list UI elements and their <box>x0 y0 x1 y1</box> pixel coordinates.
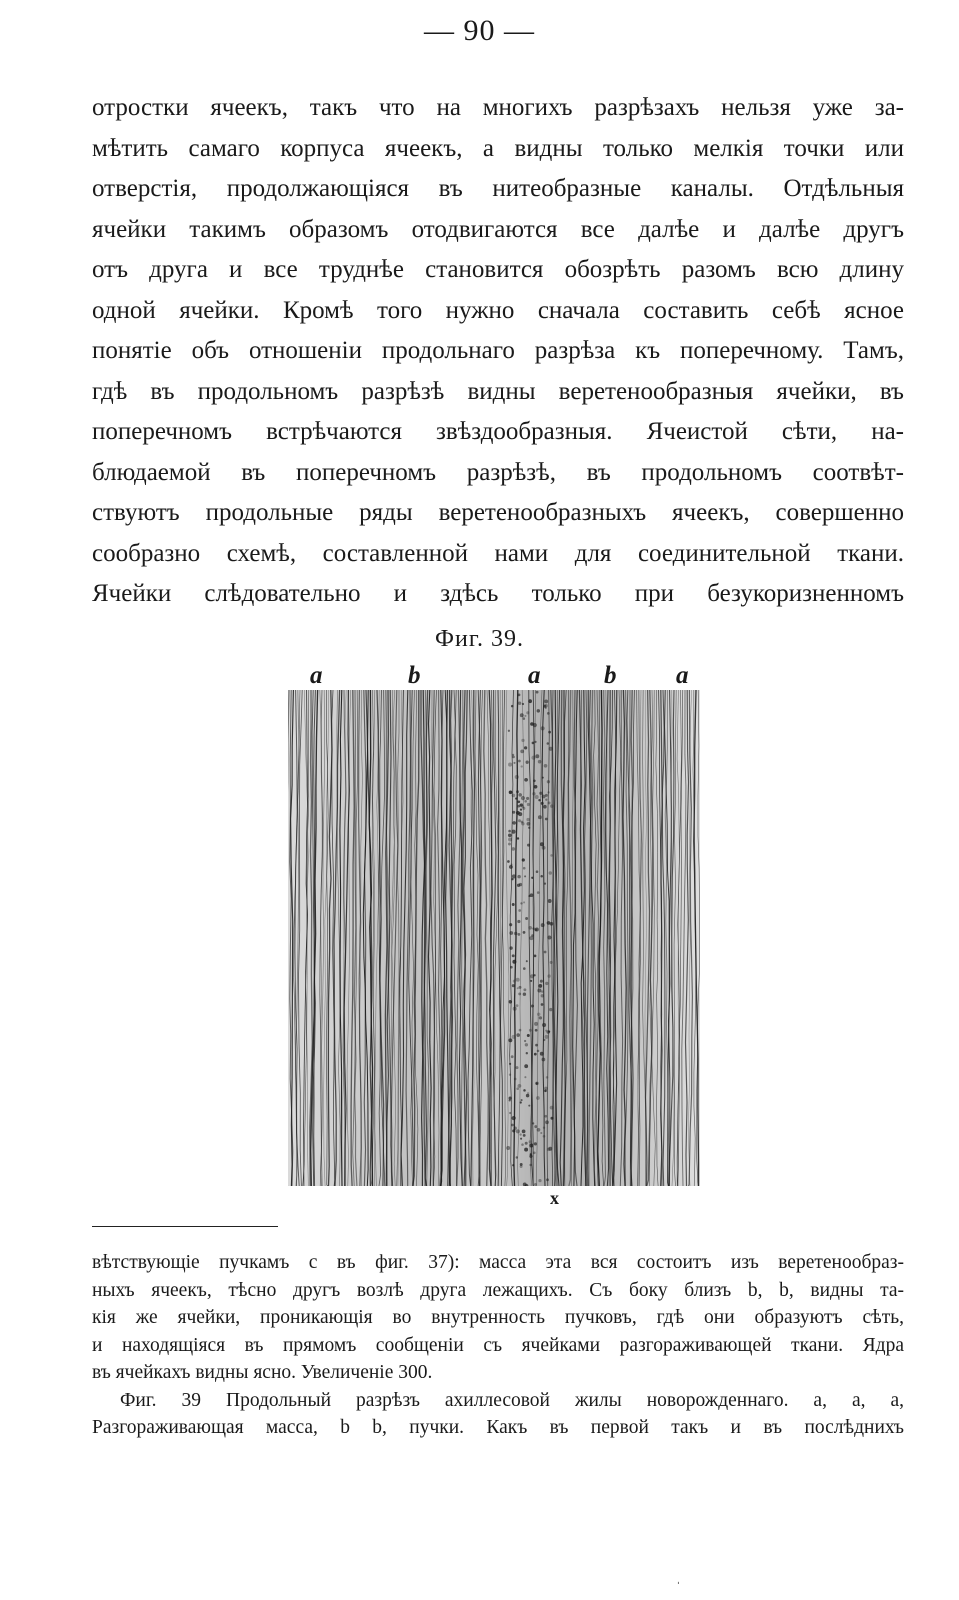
speckle-dot <box>525 715 526 716</box>
tissue-engraving-image <box>288 690 700 1186</box>
speckle-dot <box>517 1034 520 1037</box>
speckle-dot <box>529 1105 530 1106</box>
speckle-dot <box>509 791 512 794</box>
speckle-dot <box>545 1035 548 1038</box>
speckle-dot <box>512 1117 515 1120</box>
speckle-dot <box>550 1008 552 1010</box>
speckle-dot <box>524 747 526 749</box>
speckle-dot <box>541 991 542 992</box>
speckle-dot <box>527 822 530 825</box>
speckle-dot <box>524 902 525 903</box>
body-text <box>92 88 904 615</box>
body-line: отростки ячеекъ, такъ что на многихъ разрѣзахъ нельзя уже за- <box>92 94 904 121</box>
speckle-dot <box>517 884 519 886</box>
speckle-dot <box>547 743 549 745</box>
speckle-dot <box>513 1007 516 1010</box>
speckle-dot <box>550 1106 553 1109</box>
figure-label-a: a <box>310 662 323 689</box>
speckle-dot <box>542 795 545 798</box>
speckle-dot <box>512 879 513 880</box>
speckle-dot <box>545 704 548 707</box>
body-line: отверстія, продолжающіяся въ нитеобразные каналы. Отдѣльныя <box>92 175 904 202</box>
speckle-dot <box>541 727 544 730</box>
speckle-dot <box>546 982 548 984</box>
speckle-dot <box>536 1044 538 1046</box>
speckle-dot <box>534 1053 536 1055</box>
speckle-dot <box>525 778 528 781</box>
speckle-dot <box>509 763 512 766</box>
body-line: отъ друга и все труднѣе становится обозрѣть разомъ всю длину <box>92 256 904 283</box>
speckle-dot <box>526 961 527 962</box>
speckle-dot <box>512 830 515 833</box>
footnote-text <box>92 1249 904 1442</box>
speckle-dot <box>523 931 525 933</box>
speckle-dot <box>520 1166 522 1168</box>
speckle-dot <box>518 1084 521 1087</box>
speckle-dot <box>537 1050 539 1052</box>
speckle-dot <box>526 1053 527 1054</box>
speckle-dot <box>547 1179 549 1181</box>
figure-39 <box>288 662 700 1214</box>
speckle-dot <box>534 975 535 976</box>
speckle-dot <box>535 1022 538 1025</box>
figure-bottom-mark: x <box>550 1188 559 1208</box>
speckle-dot <box>518 801 520 803</box>
speckle-dot <box>530 894 533 897</box>
speckle-dot <box>527 803 529 805</box>
speckle-dot <box>513 822 516 825</box>
figure-label-a: a <box>676 662 689 689</box>
speckle-dot <box>529 827 530 828</box>
speckle-dot <box>524 989 526 991</box>
speckle-dot <box>512 955 514 957</box>
speckle-dot <box>516 1005 518 1007</box>
speckle-dot <box>533 793 535 795</box>
speckle-dot <box>523 968 525 970</box>
speckle-dot <box>529 700 532 703</box>
speckle-dot <box>534 786 537 789</box>
figure-caption: Разгораживающая масса, b b, пучки. Какъ въ первой такъ и въ послѣднихъ <box>92 1417 904 1438</box>
speckle-dot <box>543 1135 545 1137</box>
speckle-dot <box>509 1097 511 1099</box>
speckle-dot <box>547 781 549 783</box>
speckle-dot <box>536 755 539 758</box>
speckle-dot <box>513 1130 515 1132</box>
speckle-dot <box>532 935 534 937</box>
speckle-dot <box>512 848 515 851</box>
speckle-dot <box>512 1035 515 1038</box>
speckle-dot <box>511 705 513 707</box>
figure-label-a: a <box>528 662 541 689</box>
speckle-dot <box>509 838 512 841</box>
speckle-dot <box>521 1138 522 1139</box>
speckle-dot <box>530 1164 531 1165</box>
speckle-dot <box>535 1184 537 1186</box>
speckle-dot <box>541 924 544 927</box>
speckle-dot <box>550 961 552 963</box>
speckle-dot <box>521 750 524 753</box>
figure-label-b: b <box>604 662 617 689</box>
speckle-dot <box>525 801 527 803</box>
speckle-dot <box>536 1082 538 1084</box>
speckle-dot <box>529 1029 531 1031</box>
body-line: понятіе объ отношеніи продольнаго разрѣза къ поперечному. Тамъ, <box>92 337 904 364</box>
speckle-dot <box>535 741 536 742</box>
speckle-dot <box>544 883 545 884</box>
speckle-dot <box>525 1148 528 1151</box>
speckle-dot <box>531 975 534 978</box>
speckle-dot <box>551 855 553 857</box>
speckle-dot <box>545 700 548 703</box>
speckle-dot <box>542 846 545 849</box>
speckle-dot <box>513 756 515 758</box>
speckle-dot <box>550 922 553 925</box>
speckle-dot <box>518 933 520 935</box>
speckle-dot <box>521 821 523 823</box>
speckle-dot <box>549 731 551 733</box>
speckle-dot <box>540 980 542 982</box>
speckle-dot <box>508 843 510 845</box>
body-line: Ячейки слѣдовательно и здѣсь только при безукоризненномъ <box>92 580 904 607</box>
speckle-dot <box>542 777 543 778</box>
speckle-dot <box>512 904 514 906</box>
body-line: поперечномъ встрѣчаются звѣздообразныя. Ячеистой сѣти, на- <box>92 418 904 445</box>
speckle-dot <box>529 1141 531 1143</box>
speckle-dot <box>545 794 547 796</box>
speckle-dot <box>513 1165 514 1166</box>
speckle-dot <box>523 1183 526 1186</box>
speckle-dot <box>517 812 520 815</box>
speckle-dot <box>545 1115 547 1117</box>
speckle-dot <box>512 985 514 987</box>
body-line: мѣтить самаго корпуса ячеекъ, а видны только мелкія точки или <box>92 134 904 162</box>
speckle-dot <box>513 811 515 813</box>
speckle-dot <box>509 1039 512 1042</box>
speckle-dot <box>533 928 534 929</box>
speckle-dot <box>537 1128 540 1131</box>
stray-ink-mark: ˌ <box>676 1570 681 1585</box>
speckle-dot <box>510 924 512 926</box>
speckle-dot <box>530 1144 533 1147</box>
speckle-dot <box>538 989 541 992</box>
speckle-dot <box>519 910 521 912</box>
footnote-line: и находящіяся въ прямомъ сообщеніи съ ячейками разгораживающей ткани. Ядра <box>92 1334 904 1356</box>
footnote-line: вѣтствующіе пучкамъ с въ фиг. 37): масса эта вся состоитъ изъ веретенообраз- <box>92 1252 904 1273</box>
speckle-dot <box>532 1123 533 1124</box>
speckle-dot <box>532 742 534 744</box>
speckle-dot <box>536 871 538 873</box>
speckle-dot <box>516 1130 519 1133</box>
speckle-dot <box>541 802 543 804</box>
speckle-dot <box>510 947 512 949</box>
speckle-dot <box>508 730 509 731</box>
speckle-dot <box>548 792 549 793</box>
speckle-dot <box>517 838 518 839</box>
speckle-dot <box>525 1077 526 1078</box>
speckle-dot <box>528 844 530 846</box>
speckle-dot <box>511 864 512 865</box>
speckle-dot <box>535 796 538 799</box>
speckle-dot <box>527 712 529 714</box>
speckle-dot <box>529 927 532 930</box>
footnote-line: ныхъ ячеекъ, тѣсно другъ возлѣ друга лежащихъ. Съ боку близъ b, b, видны та- <box>92 1279 904 1301</box>
speckle-dot <box>525 1065 528 1068</box>
speckle-dot <box>525 876 526 877</box>
speckle-dot <box>510 1063 511 1064</box>
speckle-dot <box>547 1148 549 1150</box>
speckle-dot <box>509 1001 512 1004</box>
speckle-dot <box>539 1180 541 1182</box>
footnote-divider <box>92 1226 278 1227</box>
speckle-dot <box>517 988 518 989</box>
footnote-line: кія же ячейки, проникающія во внутренность пучковъ, гдѣ они образуютъ сѣть, <box>92 1307 904 1328</box>
speckle-dot <box>509 1100 510 1101</box>
speckle-dot <box>523 993 525 995</box>
speckle-dot <box>537 1097 540 1100</box>
body-line: одной ячейки. Кромѣ того нужно сначала составить себѣ ясное <box>92 296 904 324</box>
speckle-dot <box>534 780 536 782</box>
speckle-dot <box>508 834 511 837</box>
speckle-dot <box>510 1112 511 1113</box>
speckle-dot <box>509 865 512 868</box>
speckle-dot <box>516 1067 518 1069</box>
speckle-dot <box>546 1121 549 1124</box>
speckle-dot <box>512 754 513 755</box>
speckle-dot <box>549 747 552 750</box>
speckle-dot <box>539 800 540 801</box>
speckle-dot <box>512 875 515 878</box>
speckle-dot <box>533 724 536 727</box>
speckle-dot <box>518 920 520 922</box>
speckle-dot <box>530 937 533 940</box>
speckle-dot <box>531 723 534 726</box>
speckle-dot <box>543 1023 546 1026</box>
speckle-dot <box>514 1127 516 1129</box>
speckle-dot <box>541 1004 543 1006</box>
speckle-dot <box>530 1155 532 1157</box>
speckle-dot <box>545 818 547 820</box>
speckle-dot <box>516 1157 517 1158</box>
speckle-dot <box>527 1093 528 1094</box>
speckle-dot <box>519 993 521 995</box>
speckle-dot <box>517 791 519 793</box>
speckle-dot <box>540 1052 543 1055</box>
speckle-dot <box>535 929 537 931</box>
speckle-dot <box>551 805 554 808</box>
speckle-dot <box>519 1029 521 1031</box>
speckle-dot <box>532 756 535 759</box>
speckle-dot <box>548 802 550 804</box>
speckle-dot <box>520 1134 521 1135</box>
speckle-dot <box>522 1144 524 1146</box>
speckle-dot <box>511 966 513 968</box>
speckle-dot <box>512 1124 514 1126</box>
speckle-dot <box>548 900 551 903</box>
speckle-dot <box>535 1126 537 1128</box>
speckle-dot <box>540 792 542 794</box>
speckle-dot <box>520 1102 521 1103</box>
speckle-dot <box>545 1090 547 1092</box>
body-line: гдѣ въ продольномъ разрѣзѣ видны веретенообразныя ячейки, въ <box>92 377 904 405</box>
speckle-dot <box>547 922 550 925</box>
speckle-dot <box>539 1017 541 1019</box>
speckle-dot <box>548 936 551 939</box>
speckle-dot <box>519 986 521 988</box>
speckle-dot <box>513 960 516 963</box>
speckle-dot <box>515 775 518 778</box>
speckle-dot <box>518 694 520 696</box>
speckle-dot <box>540 843 543 846</box>
figure-title: Фиг. 39. <box>435 626 524 652</box>
speckle-dot <box>523 718 525 720</box>
speckle-dot <box>526 1094 528 1096</box>
speckle-dot <box>526 761 528 763</box>
speckle-dot <box>544 764 547 767</box>
speckle-dot <box>522 739 524 741</box>
speckle-dot <box>538 816 541 819</box>
body-line: сообразно схемѣ, составленной нами для соединительной ткани. <box>92 539 904 567</box>
speckle-dot <box>532 877 533 878</box>
speckle-dot <box>511 1056 513 1058</box>
speckle-dot <box>519 804 521 806</box>
body-line: блюдаемой въ поперечномъ разрѣзѣ, въ продольномъ соотвѣт- <box>92 458 904 486</box>
speckle-dot <box>518 875 521 878</box>
speckle-dot <box>549 872 552 875</box>
speckle-dot <box>537 710 539 712</box>
speckle-dot <box>548 975 550 977</box>
speckle-dot <box>525 1142 527 1144</box>
speckle-dot <box>541 1132 542 1133</box>
speckle-dot <box>514 762 515 763</box>
speckle-dot <box>521 1100 522 1101</box>
speckle-dot <box>539 984 542 987</box>
speckle-dot <box>523 867 525 869</box>
speckle-dot <box>518 702 520 704</box>
speckle-dot <box>537 1013 539 1015</box>
speckle-dot <box>522 703 523 704</box>
speckle-dot <box>520 809 521 810</box>
speckle-dot <box>510 932 513 935</box>
speckle-dot <box>534 955 536 957</box>
speckle-dot <box>542 1058 545 1061</box>
speckle-dot <box>519 820 521 822</box>
speckle-dot <box>509 1074 510 1075</box>
speckle-dot <box>537 892 539 894</box>
speckle-dot <box>534 1143 536 1145</box>
speckle-dot <box>525 1044 527 1046</box>
figure-label-b: b <box>408 662 421 689</box>
speckle-dot <box>535 1029 537 1031</box>
speckle-dot <box>527 1035 529 1037</box>
speckle-dot <box>527 797 529 799</box>
speckle-dot <box>544 1039 545 1040</box>
speckle-dot <box>531 980 532 981</box>
speckle-dot <box>524 1090 526 1092</box>
speckle-dot <box>546 1077 548 1079</box>
speckle-dot <box>547 713 549 715</box>
speckle-dot <box>549 1031 550 1032</box>
speckle-dot <box>515 932 517 934</box>
speckle-dot <box>524 1040 525 1041</box>
speckle-dot <box>544 805 547 808</box>
speckle-dot <box>533 1152 535 1154</box>
speckle-dot <box>521 903 522 904</box>
speckle-dot <box>544 951 546 953</box>
speckle-dot <box>521 766 522 767</box>
speckle-dot <box>516 978 519 981</box>
page-number: — 90 — <box>424 14 535 47</box>
speckle-dot <box>541 995 543 997</box>
speckle-dot <box>514 1078 516 1080</box>
speckle-dot <box>541 876 543 878</box>
speckle-dot <box>508 861 510 863</box>
speckle-dot <box>513 980 515 982</box>
speckle-dot <box>519 794 522 797</box>
footnote-line: въ ячейкахъ видны ясно. Увеличеніе 300. <box>92 1362 433 1383</box>
speckle-dot <box>527 818 529 820</box>
speckle-dot <box>520 714 523 717</box>
body-line: ячейки такимъ образомъ отодвигаются все далѣе и далѣе другъ <box>92 215 904 243</box>
speckle-dot <box>507 1147 510 1150</box>
speckle-dot <box>546 799 547 800</box>
speckle-dot <box>519 760 521 762</box>
figure-caption: Фиг. 39 Продольный разрѣзъ ахиллесовой жилы новорожденнаго. a, a, a, <box>120 1389 904 1411</box>
speckle-dot <box>538 760 541 763</box>
speckle-dot <box>546 1030 547 1031</box>
speckle-dot <box>545 1087 548 1090</box>
speckle-dot <box>522 859 524 861</box>
body-line: ствуютъ продольные ряды веретенообразныхъ ячеекъ, совершенно <box>92 499 904 526</box>
speckle-dot <box>522 1130 525 1133</box>
speckle-dot <box>509 830 511 832</box>
speckle-dot <box>530 1154 531 1155</box>
speckle-dot <box>516 798 517 799</box>
speckle-dot <box>517 1088 519 1090</box>
speckle-dot <box>512 794 515 797</box>
speckle-dot <box>521 797 524 800</box>
speckle-dot <box>543 1127 544 1128</box>
speckle-dot <box>536 691 538 693</box>
speckle-dot <box>523 1134 525 1136</box>
speckle-dot <box>551 1117 553 1119</box>
speckle-dot <box>531 1005 533 1007</box>
speckle-dot <box>526 918 528 920</box>
